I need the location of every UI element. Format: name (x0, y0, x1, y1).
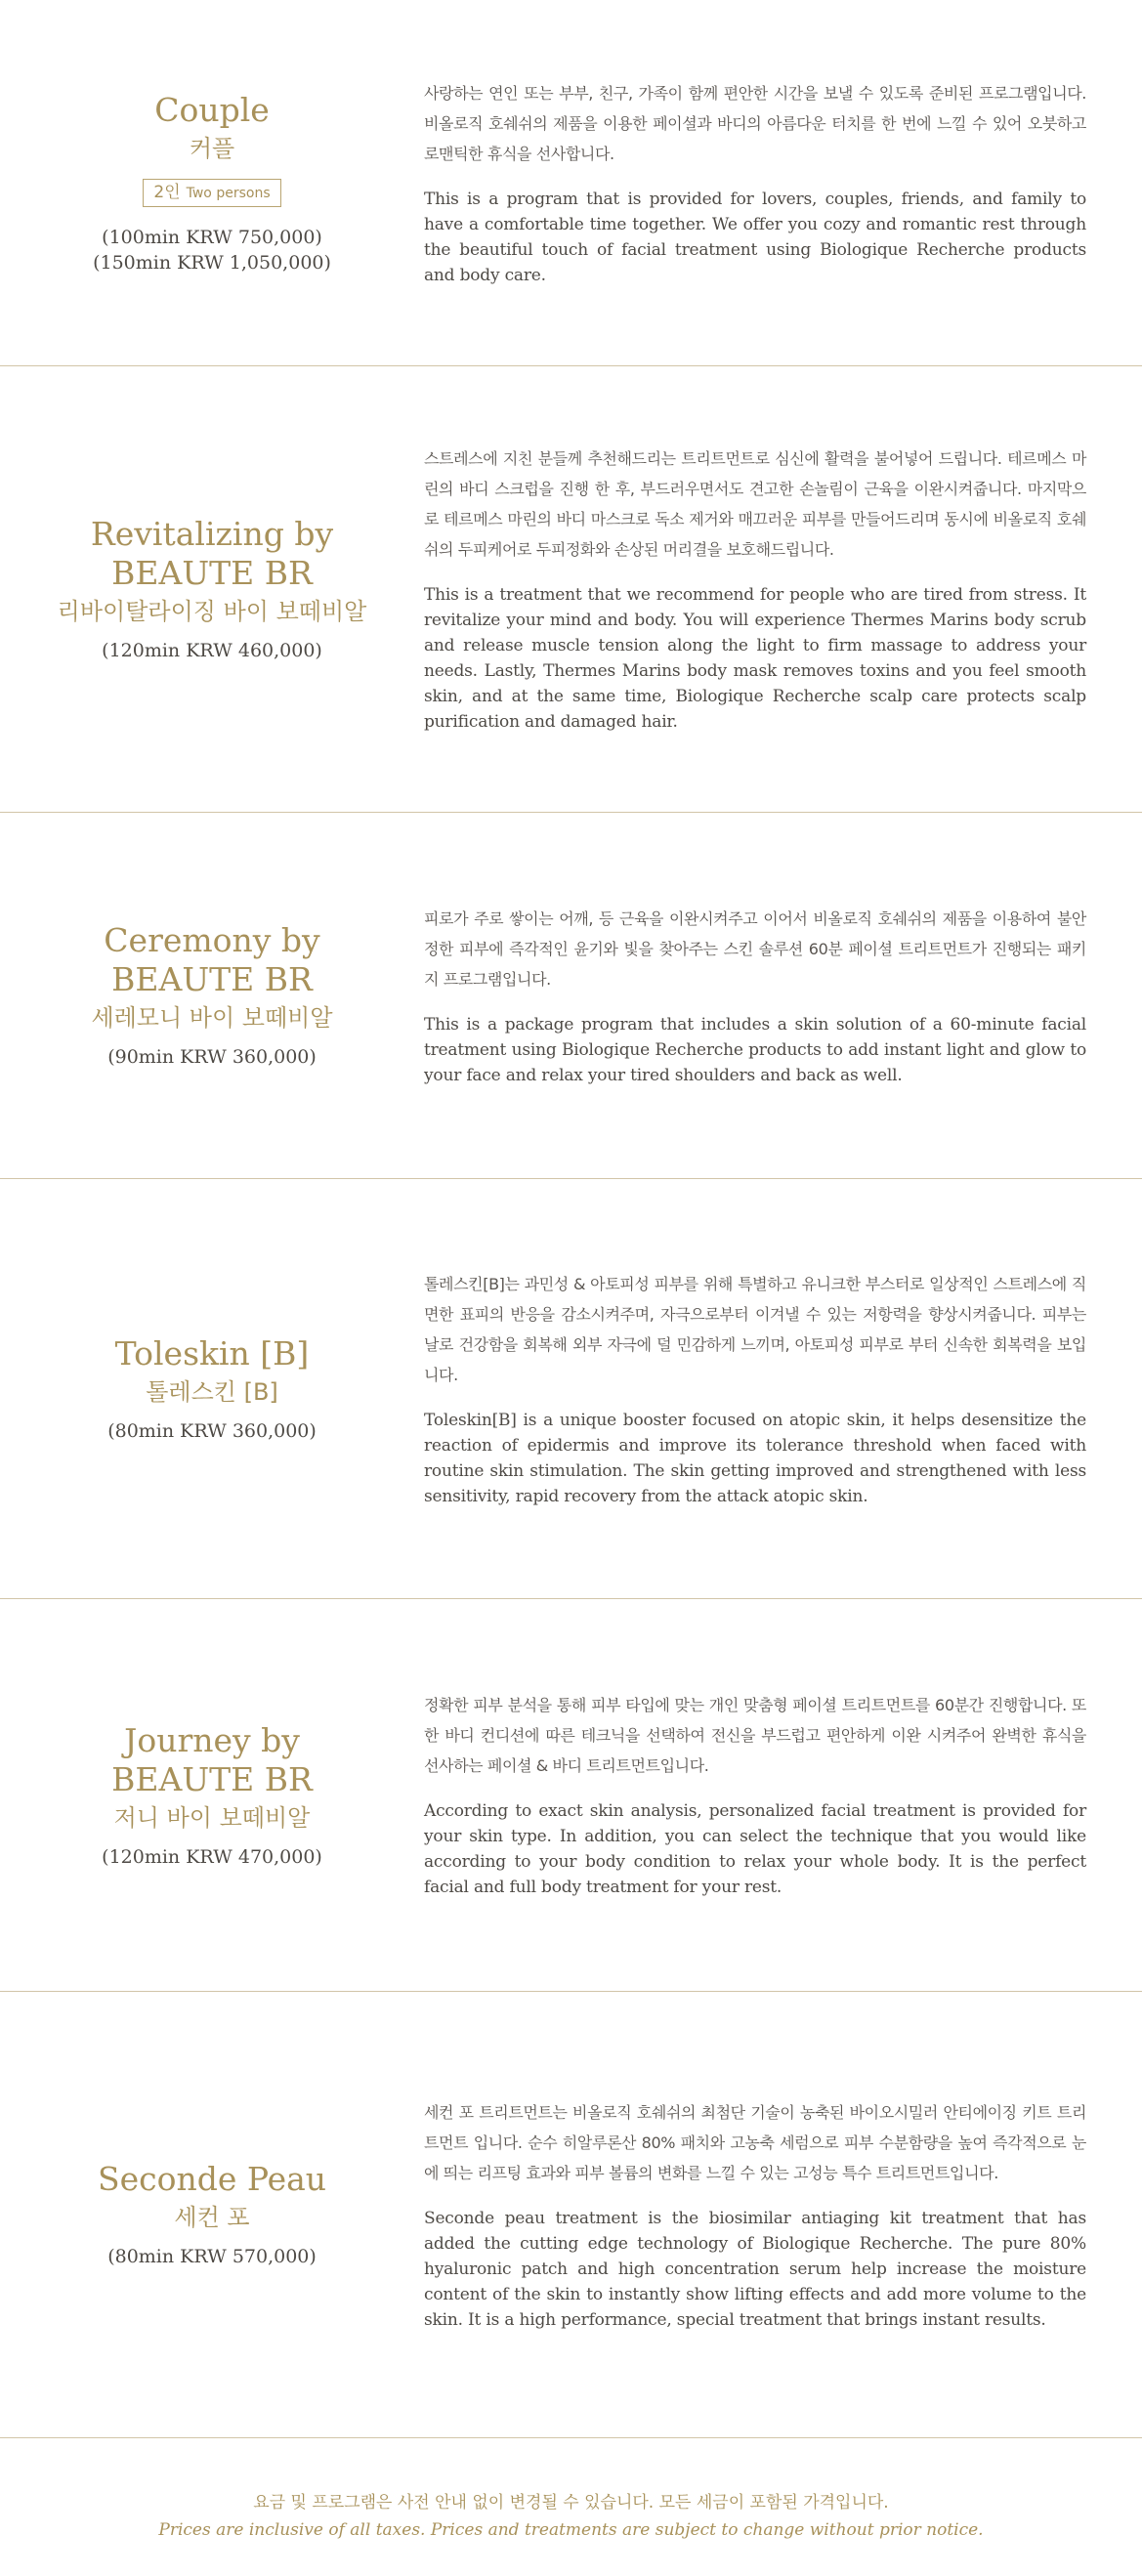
program-heading (0, 515, 424, 663)
program-heading (0, 921, 424, 1070)
description-en: Toleskin[B] is a unique booster focused on atopic skin, it helps desensitize the reaction of epidermis and improve its tolerance threshold when faced with routine skin stimulation. The skin getting improved and strengthened with less sensitivity, rapid recovery from the attack atopic skin. (424, 1410, 1086, 1506)
program-title-ko: 톨레스킨 [B] (146, 1377, 278, 1406)
program-heading (0, 2160, 424, 2269)
program-toleskin (0, 1179, 1142, 1599)
program-couple (0, 0, 1142, 366)
description-ko: 피로가 주로 쌓이는 어깨, 등 근육을 이완시켜주고 이어서 비올로직 호쉐쉬의 제품을 이용하여 불안정한 피부에 즉각적인 윤기와 빛을 찾아주는 스킨 솔루션 60분 페이셜 트리트먼트가 진행되는 패키지 프로그램입니다. (424, 908, 1086, 989)
program-title-en: Journey by BEAUTE BR (111, 1720, 313, 1798)
program-title-ko: 세레모니 바이 보떼비알 (91, 1004, 333, 1032)
program-journey (0, 1599, 1142, 1992)
program-heading (0, 1721, 424, 1870)
program-price: (80min KRW 570,000) (107, 2246, 317, 2267)
description-ko: 정확한 피부 분석을 통해 피부 타입에 맞는 개인 맞춤형 페이셜 트리트먼트를 60분간 진행합니다. 또한 바디 컨디션에 따른 테크닉을 선택하여 전신을 부드럽고 편안하게 이완 시켜주어 완벽한 휴식을 선사하는 페이셜 & 바디 트리트먼트입니다. (424, 1696, 1086, 1775)
program-title-ko: 리바이탈라이징 바이 보떼비알 (57, 598, 367, 625)
description-en: This is a package program that includes a skin solution of a 60-minute facial treatment using Biologique Recherche products to add instant light and glow to your face and relax your tired shoulders and back as well. (424, 1014, 1086, 1085)
program-title-ko: 세컨 포 (174, 2204, 250, 2231)
program-description (424, 78, 1086, 288)
program-title-en: Ceremony by BEAUTE BR (104, 921, 320, 998)
persons-badge-sub: Two persons (186, 185, 271, 201)
description-en: This is a treatment that we recommend for people who are tired from stress. It revitalize your mind and body. You will experience Thermes Marins body scrub and release muscle tension along the light to firm massage to address your needs. Lastly, Thermes Marins body mask removes toxins and you feel smooth skin, and at the same time, Biologique Recherche scalp care protects scalp purification and damaged hair. (424, 585, 1086, 732)
program-title-en: Toleskin [B] (114, 1333, 310, 1372)
description-ko: 스트레스에 지친 분들께 추천해드리는 트리트먼트로 심신에 활력을 불어넣어 드립니다. 테르메스 마린의 바디 스크럽을 진행 한 후, 부드러우면서도 견고한 손놀림이 근육을 이완시켜줍니다. 마지막으로 테르메스 마린의 바디 마스크로 독소 제거와 매끄러운 피부를 만들어드리며 동시에 비올로직 호쉐쉬의 두피케어로 두피정화와 손상된 머리결을 보호해드립니다. (424, 449, 1086, 559)
program-ceremony (0, 813, 1142, 1179)
program-title-en: Revitalizing by BEAUTE BR (90, 515, 334, 592)
description-en: Seconde peau treatment is the biosimilar antiaging kit treatment that has added the cutting edge technology of Biologique Recherche. The pure 80% hyaluronic patch and high concentration serum help increase the moisture content of the skin to instantly show lifting effects and add more volume to the skin. It is a high performance, special treatment that brings instant results. (424, 2208, 1086, 2330)
program-description (424, 2097, 1086, 2333)
program-description (424, 443, 1086, 735)
program-title-en: Couple (154, 90, 270, 129)
persons-badge-main: 2인 (153, 182, 181, 202)
program-description (424, 1690, 1086, 1900)
program-seconde-peau (0, 1992, 1142, 2438)
notice-ko: 요금 및 프로그램은 사전 안내 없이 변경될 수 있습니다. 모든 세금이 포함된 가격입니다. (253, 2492, 889, 2513)
description-en: According to exact skin analysis, personalized facial treatment is provided for your skin type. In addition, you can select the technique that you would like according to your body condition to relax your whole body. It is the perfect facial and full body treatment for your rest. (424, 1801, 1086, 1897)
program-price: (120min KRW 470,000) (102, 1845, 322, 1868)
program-title-ko: 커플 (189, 134, 235, 162)
program-price: (100min KRW 750,000) (102, 226, 322, 248)
description-ko: 톨레스킨[B]는 과민성 & 아토피성 피부를 위해 특별하고 유니크한 부스터로 일상적인 스트레스에 직면한 표피의 반응을 감소시켜주며, 자극으로부터 이겨낼 수 있는 저항력을 향상시켜줍니다. 피부는 날로 건강함을 회복해 외부 자극에 덜 민감하게 느끼며, 아토피성 피부로 부터 신속한 회복력을 보입니다. (424, 1274, 1086, 1384)
program-description (424, 904, 1086, 1088)
description-ko: 사랑하는 연인 또는 부부, 친구, 가족이 함께 편안한 시간을 보낼 수 있도록 준비된 프로그램입니다. 비올로직 호쉐쉬의 제품을 이용한 페이셜과 바디의 아름다운 터치를 한 번에 느낄 수 있어 오붓하고 로맨틱한 휴식을 선사합니다. (424, 83, 1086, 163)
program-heading (0, 1334, 424, 1444)
program-title-en: Seconde Peau (97, 2160, 327, 2198)
program-price: (120min KRW 460,000) (102, 640, 322, 661)
persons-badge (143, 179, 280, 207)
program-title-ko: 저니 바이 보떼비알 (113, 1803, 311, 1832)
notice-en: Prices are inclusive of all taxes. Prices and treatments are subject to change without prior notice. (158, 2519, 984, 2540)
price-notice-footer (0, 2438, 1142, 2576)
program-description (424, 1269, 1086, 1509)
program-price: (80min KRW 360,000) (107, 1419, 317, 1442)
description-en: This is a program that is provided for lovers, couples, friends, and family to have a comfortable time together. We offer you cozy and romantic rest through the beautiful touch of facial treatment using Biologique Recherche products and body care. (424, 189, 1086, 285)
program-revitalizing (0, 366, 1142, 813)
program-price: (150min KRW 1,050,000) (93, 251, 331, 274)
description-ko: 세컨 포 트리트먼트는 비올로직 호쉐쉬의 최첨단 기술이 농축된 바이오시밀러 안티에이징 키트 트리트먼트 입니다. 순수 히알루론산 80% 패치와 고농축 세럼으로 피부 수분함량을 높여 즉각적으로 눈에 띄는 리프팅 효과와 피부 볼륨의 변화를 느낄 수 있는 고성능 특수 트리트먼트입니다. (424, 2102, 1086, 2182)
program-heading (0, 91, 424, 275)
program-price: (90min KRW 360,000) (107, 1046, 317, 1068)
